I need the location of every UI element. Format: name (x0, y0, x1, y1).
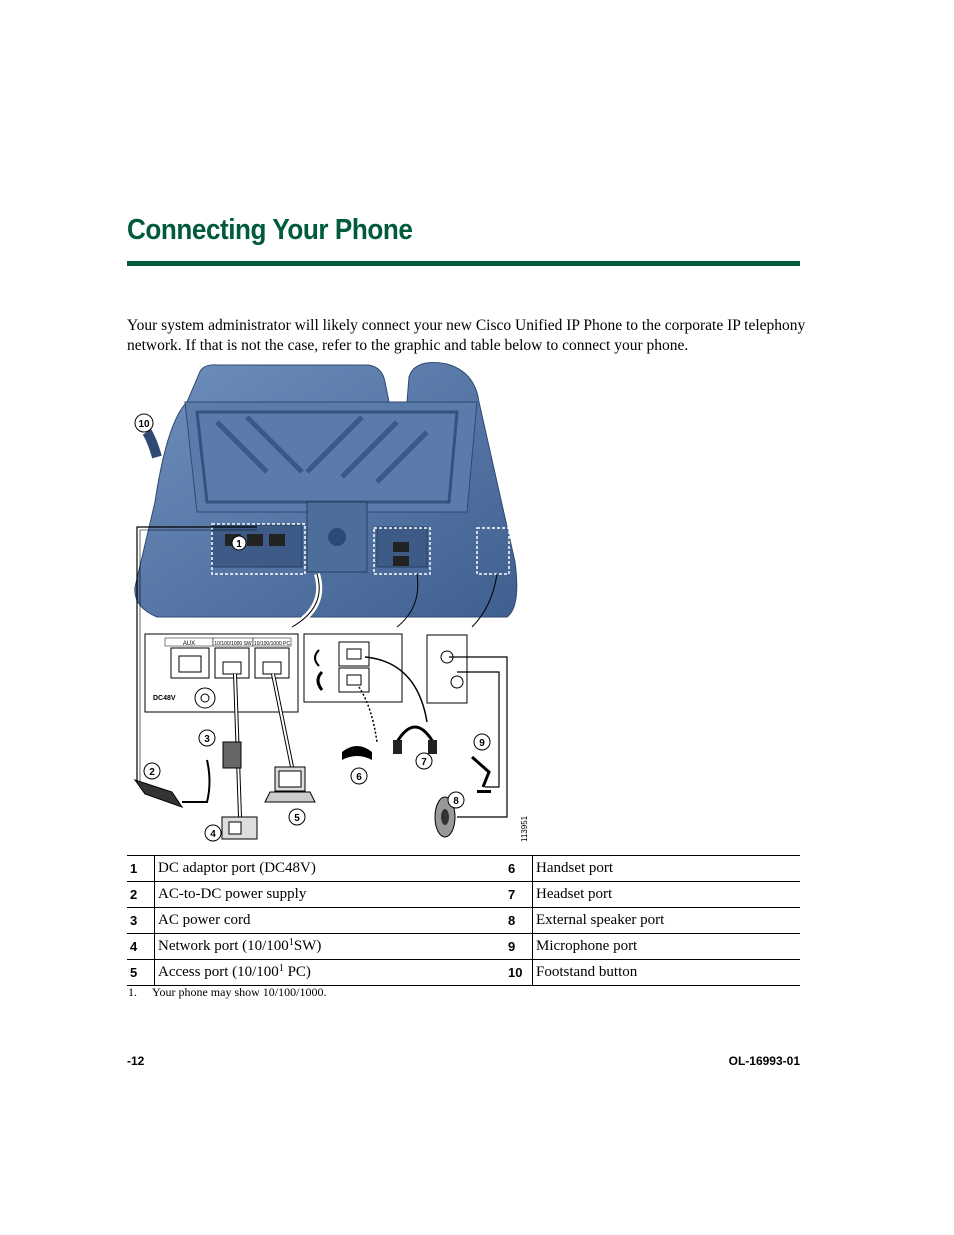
port-panel (145, 634, 298, 712)
network-jack-image (222, 817, 257, 839)
headset-image (393, 727, 437, 754)
dc-port-label: DC48V (153, 695, 176, 702)
callout-1 (232, 536, 246, 550)
svg-text:6: 6 (356, 772, 362, 783)
footnote: 1. Your phone may show 10/100/1000. (128, 985, 327, 999)
callout-6 (351, 768, 367, 784)
callout-8 (448, 792, 464, 808)
svg-text:10: 10 (138, 419, 150, 430)
title-rule (127, 261, 800, 266)
legend-table (127, 855, 800, 986)
page-title: Connecting Your Phone (127, 214, 413, 246)
svg-text:9: 9 (479, 738, 485, 749)
svg-text:5: 5 (294, 813, 300, 824)
callout-3 (199, 730, 215, 746)
table-row: 1 DC adaptor port (DC48V) 6 Handset port (127, 856, 800, 882)
callout-2 (144, 763, 160, 779)
sw-port-label: 10/100/1000 SW (214, 641, 252, 647)
svg-text:8: 8 (453, 796, 459, 807)
speaker-mic-panel (427, 635, 467, 703)
figure-id: 113951 (520, 815, 529, 842)
callout-4 (205, 825, 221, 841)
svg-text:2: 2 (149, 767, 155, 778)
aux-port-label: AUX (182, 641, 196, 647)
pc-port-label: 10/100/1000 PC (253, 641, 291, 647)
callout-7 (416, 753, 432, 769)
callout-10 (135, 414, 153, 432)
page-number: -12 (127, 1054, 145, 1068)
phone-body-image (135, 363, 517, 617)
table-row: 3 AC power cord 8 External speaker port (127, 908, 800, 934)
intro-paragraph: Your system administrator will likely connect your new Cisco Unified IP Phone to the corporate IP telephony network. If that is not the case, refer to the graphic and table below to connect your phone. (127, 317, 806, 354)
table-row: 4 Network port $(10/100^1SW)$ 9 Microphone port (127, 934, 800, 960)
callout-5 (289, 809, 305, 825)
phone-connection-diagram (127, 362, 557, 852)
handset-image (342, 746, 372, 760)
table-row: 5 Access port ($10/100^1$ PC) 10 Footstand button (127, 960, 800, 986)
handset-headset-panel (304, 634, 402, 702)
svg-text:3: 3 (204, 734, 210, 745)
svg-text:1: 1 (236, 539, 242, 550)
svg-text:7: 7 (421, 757, 427, 768)
svg-text:4: 4 (210, 829, 216, 840)
callout-9 (474, 734, 490, 750)
doc-number: OL-16993-01 (728, 1054, 800, 1068)
computer-image (265, 767, 315, 802)
table-row: 2 AC-to-DC power supply 7 Headset port (127, 882, 800, 908)
